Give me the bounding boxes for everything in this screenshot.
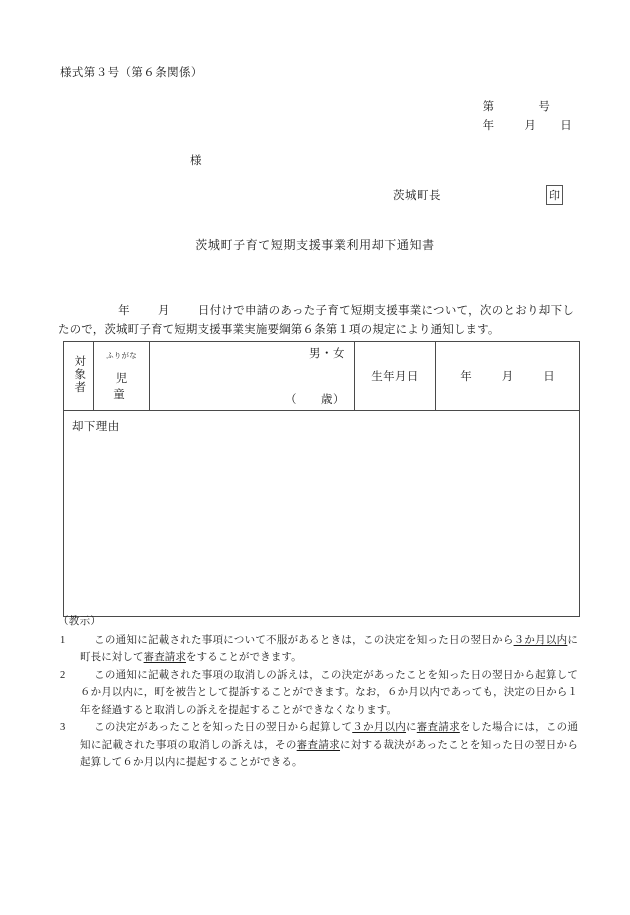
body-text: 日付けで申請のあった子育て短期支援事業について，次のとおり却下したので，茨城町子育て短期支援事業実施要綱第６条第１項の規定により通知します。: [58, 305, 574, 336]
instruction-text: された事項の取消しの訴えは，その: [123, 739, 297, 751]
signer-name: 茨城町長: [393, 190, 441, 202]
form-number: 様式第３号（第６条関係）: [60, 67, 203, 79]
table-row: [64, 411, 580, 617]
page-title: 茨城町子育て短期支援事業利用却下通知書: [195, 238, 435, 252]
seal-stamp-box: 印: [546, 185, 563, 205]
instruction-item-2: [58, 667, 578, 720]
instruction-underline-term: ３か月以内: [352, 722, 407, 733]
document-number-row: [483, 98, 572, 117]
gender-options[interactable]: 男・女: [309, 348, 345, 360]
instruction-underline-term: 審査請求: [416, 722, 460, 733]
instruction-item-1: [58, 632, 578, 667]
table-row: [64, 342, 580, 411]
body-date-year: 年: [118, 305, 130, 317]
dob-input-field[interactable]: [436, 342, 580, 411]
instruction-underline-term: ３か月以内: [513, 634, 568, 646]
body-date-month: 月: [157, 305, 170, 317]
document-date-row: [483, 117, 572, 136]
instruction-text: に: [406, 722, 417, 733]
instruction-underline-term: 審査請求: [296, 739, 341, 751]
date-month-label: 月: [524, 120, 537, 132]
dob-day-label: 日: [543, 371, 555, 383]
instruction-text: をすることができます。: [186, 652, 302, 663]
instruction-text: この決定があったことを知った日の翌日から起算して: [94, 722, 353, 733]
dob-month-label: 月: [501, 371, 514, 383]
instruction-text: 内に，町を被告として提訴することができます。なお，６か月以内であっても，決定の日から１年を経過すると: [80, 687, 578, 716]
target-person-header: [64, 342, 94, 411]
instruction-text: して: [122, 652, 144, 663]
instruction-item-3: [58, 719, 578, 772]
document-number-unit: 号: [538, 101, 551, 113]
instruction-text: 取消しの訴えを提起することができなくなります。: [154, 704, 398, 716]
instruction-number: 3: [60, 722, 66, 733]
instruction-text: 内に提起することができる。: [164, 757, 303, 768]
body-paragraph: [58, 302, 574, 340]
instruction-text: この通知に記載された事項について不服があるときは，この決定を知った日の翌日から: [94, 634, 514, 646]
dob-year-label: 年: [460, 371, 472, 383]
instructions-section: [58, 613, 578, 772]
instruction-text: に対する裁決があったことを知った日の翌日から起算して６か月以: [80, 739, 578, 768]
document-number-label: 第: [482, 101, 495, 113]
date-day-label: 日: [560, 120, 572, 132]
age-field[interactable]: （ 歳）: [285, 394, 345, 406]
instruction-underline-term: 審査請求: [143, 652, 187, 663]
addressee-line: 様: [190, 155, 202, 167]
instruction-text: をした場合には，この通知に記載: [80, 722, 579, 751]
instruction-number: 1: [60, 634, 66, 646]
child-header: [94, 342, 150, 411]
instruction-text: この通知に記載された事項の取消しの訴えは，この決定があったことを知った日の翌日から起算して６か月以: [80, 669, 578, 698]
applicant-table: [63, 341, 580, 617]
child-name-field[interactable]: [150, 342, 355, 411]
date-year-label: 年: [482, 120, 495, 132]
dob-header: 生年月日: [355, 342, 436, 411]
document-meta: [483, 98, 572, 136]
instruction-number: 2: [60, 669, 66, 681]
target-person-label: 対象者: [73, 355, 86, 394]
instructions-heading: （教示）: [58, 616, 102, 627]
instruction-text: に町長に対: [80, 634, 578, 663]
rejection-reason-field[interactable]: 却下理由: [64, 411, 580, 617]
furigana-label: ふりがな: [106, 351, 137, 360]
child-label: 児 童: [113, 373, 149, 401]
